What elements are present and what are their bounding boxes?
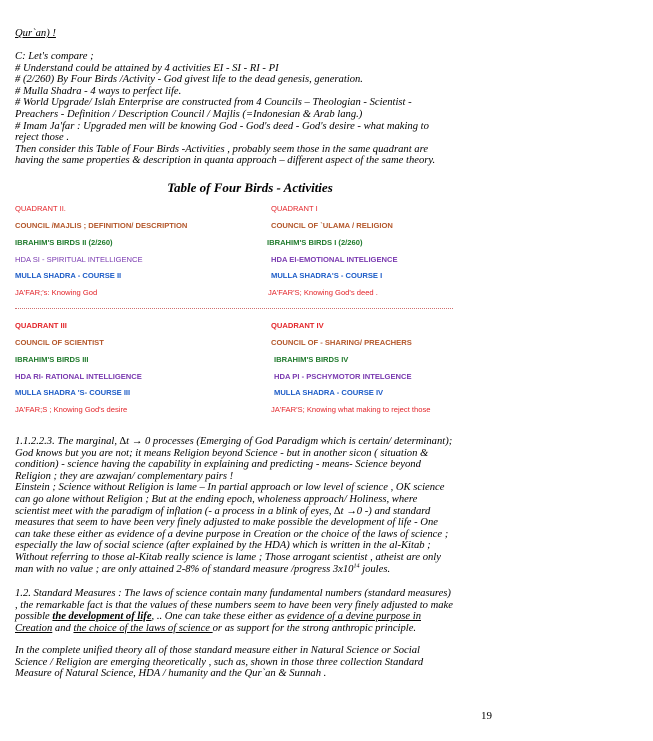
table-title: Table of Four Birds - Activities (167, 180, 333, 195)
intro-line: # Understand could be attained by 4 activities EI - SI - RI - PI (15, 62, 279, 74)
exponent: 14 (353, 563, 360, 569)
paragraph-text: , .. One can take these either as (151, 611, 288, 623)
paragraph-line: measures that seem to have been very finely adjusted to make possible the development of life - One (15, 517, 438, 529)
q4-council: COUNCIL OF - SHARING/ PREACHERS (271, 338, 412, 347)
paragraph-line: scientist meet with the paradigm of inflation (- a process in a blink of eyes, ∆t →0 -) and standard (15, 505, 431, 517)
paragraph-text: or as support for the strong anthropic principle. (212, 622, 417, 634)
q3-council: COUNCIL OF SCIENTIST (15, 338, 104, 347)
intro-line: # (2/260) By Four Birds /Activity - God givest life to the dead genesis, generation. (15, 74, 363, 86)
intro-line: Then consider this Table of Four Birds -Activities , probably seem those in the same quadrant are (15, 143, 429, 155)
intro-line: # World Upgrade/ Islah Enterprise are constructed from 4 Councils – Theologian - Scientist - (15, 97, 412, 109)
underlined-phrase: Creation (15, 622, 53, 634)
intro-line: reject those . (15, 132, 70, 144)
table-divider (15, 308, 453, 309)
page-number: 19 (481, 710, 492, 722)
q2-birds: IBRAHIM'S BIRDS II (2/260) (15, 238, 113, 247)
q4-birds: IBRAHIM'S BIRDS IV (274, 355, 349, 364)
paragraph-line: Science / Religion are emerging theoretically , such as, shown in those three collection Standard (15, 656, 424, 668)
paragraph-line: 1.2. Standard Measures : The laws of science contain many fundamental numbers (standard measures) (15, 588, 451, 599)
q4-quadrant: QUADRANT IV (271, 321, 324, 330)
paragraph-line (15, 611, 475, 623)
paragraph-line: can take these either as evidence of a devine purpose in Creation or the choice of the laws of science ; (15, 528, 449, 540)
q4-hda: HDA PI - PSCHYMOTOR INTELGENCE (274, 372, 412, 381)
paragraph-line-last (15, 564, 475, 576)
paragraph-line: Measure of Natural Science, HDA / humanity and the Qur`an & Sunnah . (15, 668, 327, 680)
q1-mulla: MULLA SHADRA'S - COURSE I (271, 271, 383, 280)
q3-birds: IBRAHIM'S BIRDS III (15, 355, 89, 364)
q3-hda: HDA RI- RATIONAL INTELLIGENCE (15, 372, 142, 381)
intro-line: C: Let's compare ; (15, 51, 94, 62)
paragraph-line: 1.1.2.2.3. The marginal, ∆t → 0 processes (Emerging of God Paradigm which is certain/ determinant); (15, 436, 453, 447)
intro-section (15, 28, 475, 40)
paragraph-line: Without referring to those al-Kitab really science is lame ; Those arrogant scientist , atheist are only (15, 551, 441, 563)
q1-hda: HDA EI-EMOTIONAL INTELIGENCE (271, 255, 398, 264)
intro-first-line: Qur`an) ! (15, 28, 56, 39)
q4-mulla: MULLA SHADRA - COURSE IV (274, 388, 384, 397)
paragraph-line: Einstein ; Science without Religion is lame – In partial approach or low level of science , OK science (15, 482, 445, 494)
paragraph-line: especially the law of social science (after explained by the HDA) which is written in the al-Kitab ; (15, 540, 431, 552)
paragraph-line: Religion ; they are azwajan/ complementary pairs ! (15, 470, 234, 482)
paragraph-marginal (15, 436, 475, 575)
q2-hda: HDA SI - SPIRITUAL INTELLIGENCE (15, 255, 143, 264)
paragraph-text: joules. (359, 563, 391, 575)
paragraph-line (15, 623, 475, 635)
paragraph-text: and (52, 622, 74, 634)
q2-mulla: MULLA SHADRA - COURSE II (15, 271, 122, 280)
paragraph-unified-theory (15, 645, 475, 680)
underlined-phrase: the choice of the laws of science (73, 622, 213, 634)
intro-line: having the same properties & description in quanta approach – different aspect of the same theory. (15, 155, 436, 167)
q1-council: COUNCIL OF `ULAMA / RELIGION (271, 221, 393, 230)
intro-line: # Imam Ja'far : Upgraded men will be knowing God - God's deed - God's desire - what making to (15, 120, 429, 132)
q1-birds: IBRAHIM'S BIRDS I (2/260) (267, 238, 363, 247)
paragraph-text: possible (15, 611, 53, 623)
q1-jafar: JA'FAR'S; Knowing God's deed . (268, 288, 378, 297)
paragraph-line: condition) - science having the capability in explaining and predicting - means- Science beyond (15, 459, 421, 471)
underlined-phrase: evidence of a devine purpose in (287, 611, 421, 623)
q3-quadrant: QUADRANT III (15, 321, 67, 330)
q2-quadrant: QUADRANT II. (15, 204, 66, 213)
intro-line: # Mulla Shadra - 4 ways to perfect life. (15, 85, 182, 97)
paragraph-line: , the remarkable fact is that the values of these numbers seem to have been very finely adjusted to make (15, 599, 453, 611)
q2-jafar: JA'FAR;'s: Knowing God (15, 288, 98, 297)
q2-council: COUNCIL /MAJLIS ; DEFINITION/ DESCRIPTION (15, 221, 188, 230)
q1-quadrant: QUADRANT I (271, 204, 318, 213)
paragraph-line: God knows but you are not; it means Religion beyond Science - but in another sicon ( situation & (15, 447, 429, 459)
paragraph-line: can go alone without Religion ; But at the ending epoch, wholeness approach/ Holiness, where (15, 493, 418, 505)
paragraph-line: In the complete unified theory all of those standard measure either in Natural Science or Social (15, 645, 420, 656)
intro-list (15, 51, 475, 167)
q4-jafar: JA'FAR'S; Knowing what making to reject those (271, 405, 431, 414)
intro-line: Preachers - Definition / Description Council / Majlis (=Indonesian & Arab lang.) (15, 108, 363, 120)
q3-jafar: JA'FAR;S ; Knowing God's desire (15, 405, 128, 414)
paragraph-text: man with no value ; are only attained 2-8% of standard measure /progress 3x10 (15, 563, 354, 575)
q3-mulla: MULLA SHADRA 'S- COURSE III (15, 388, 131, 397)
underlined-phrase: the development of life (52, 611, 152, 623)
paragraph-standard-measures (15, 588, 475, 634)
